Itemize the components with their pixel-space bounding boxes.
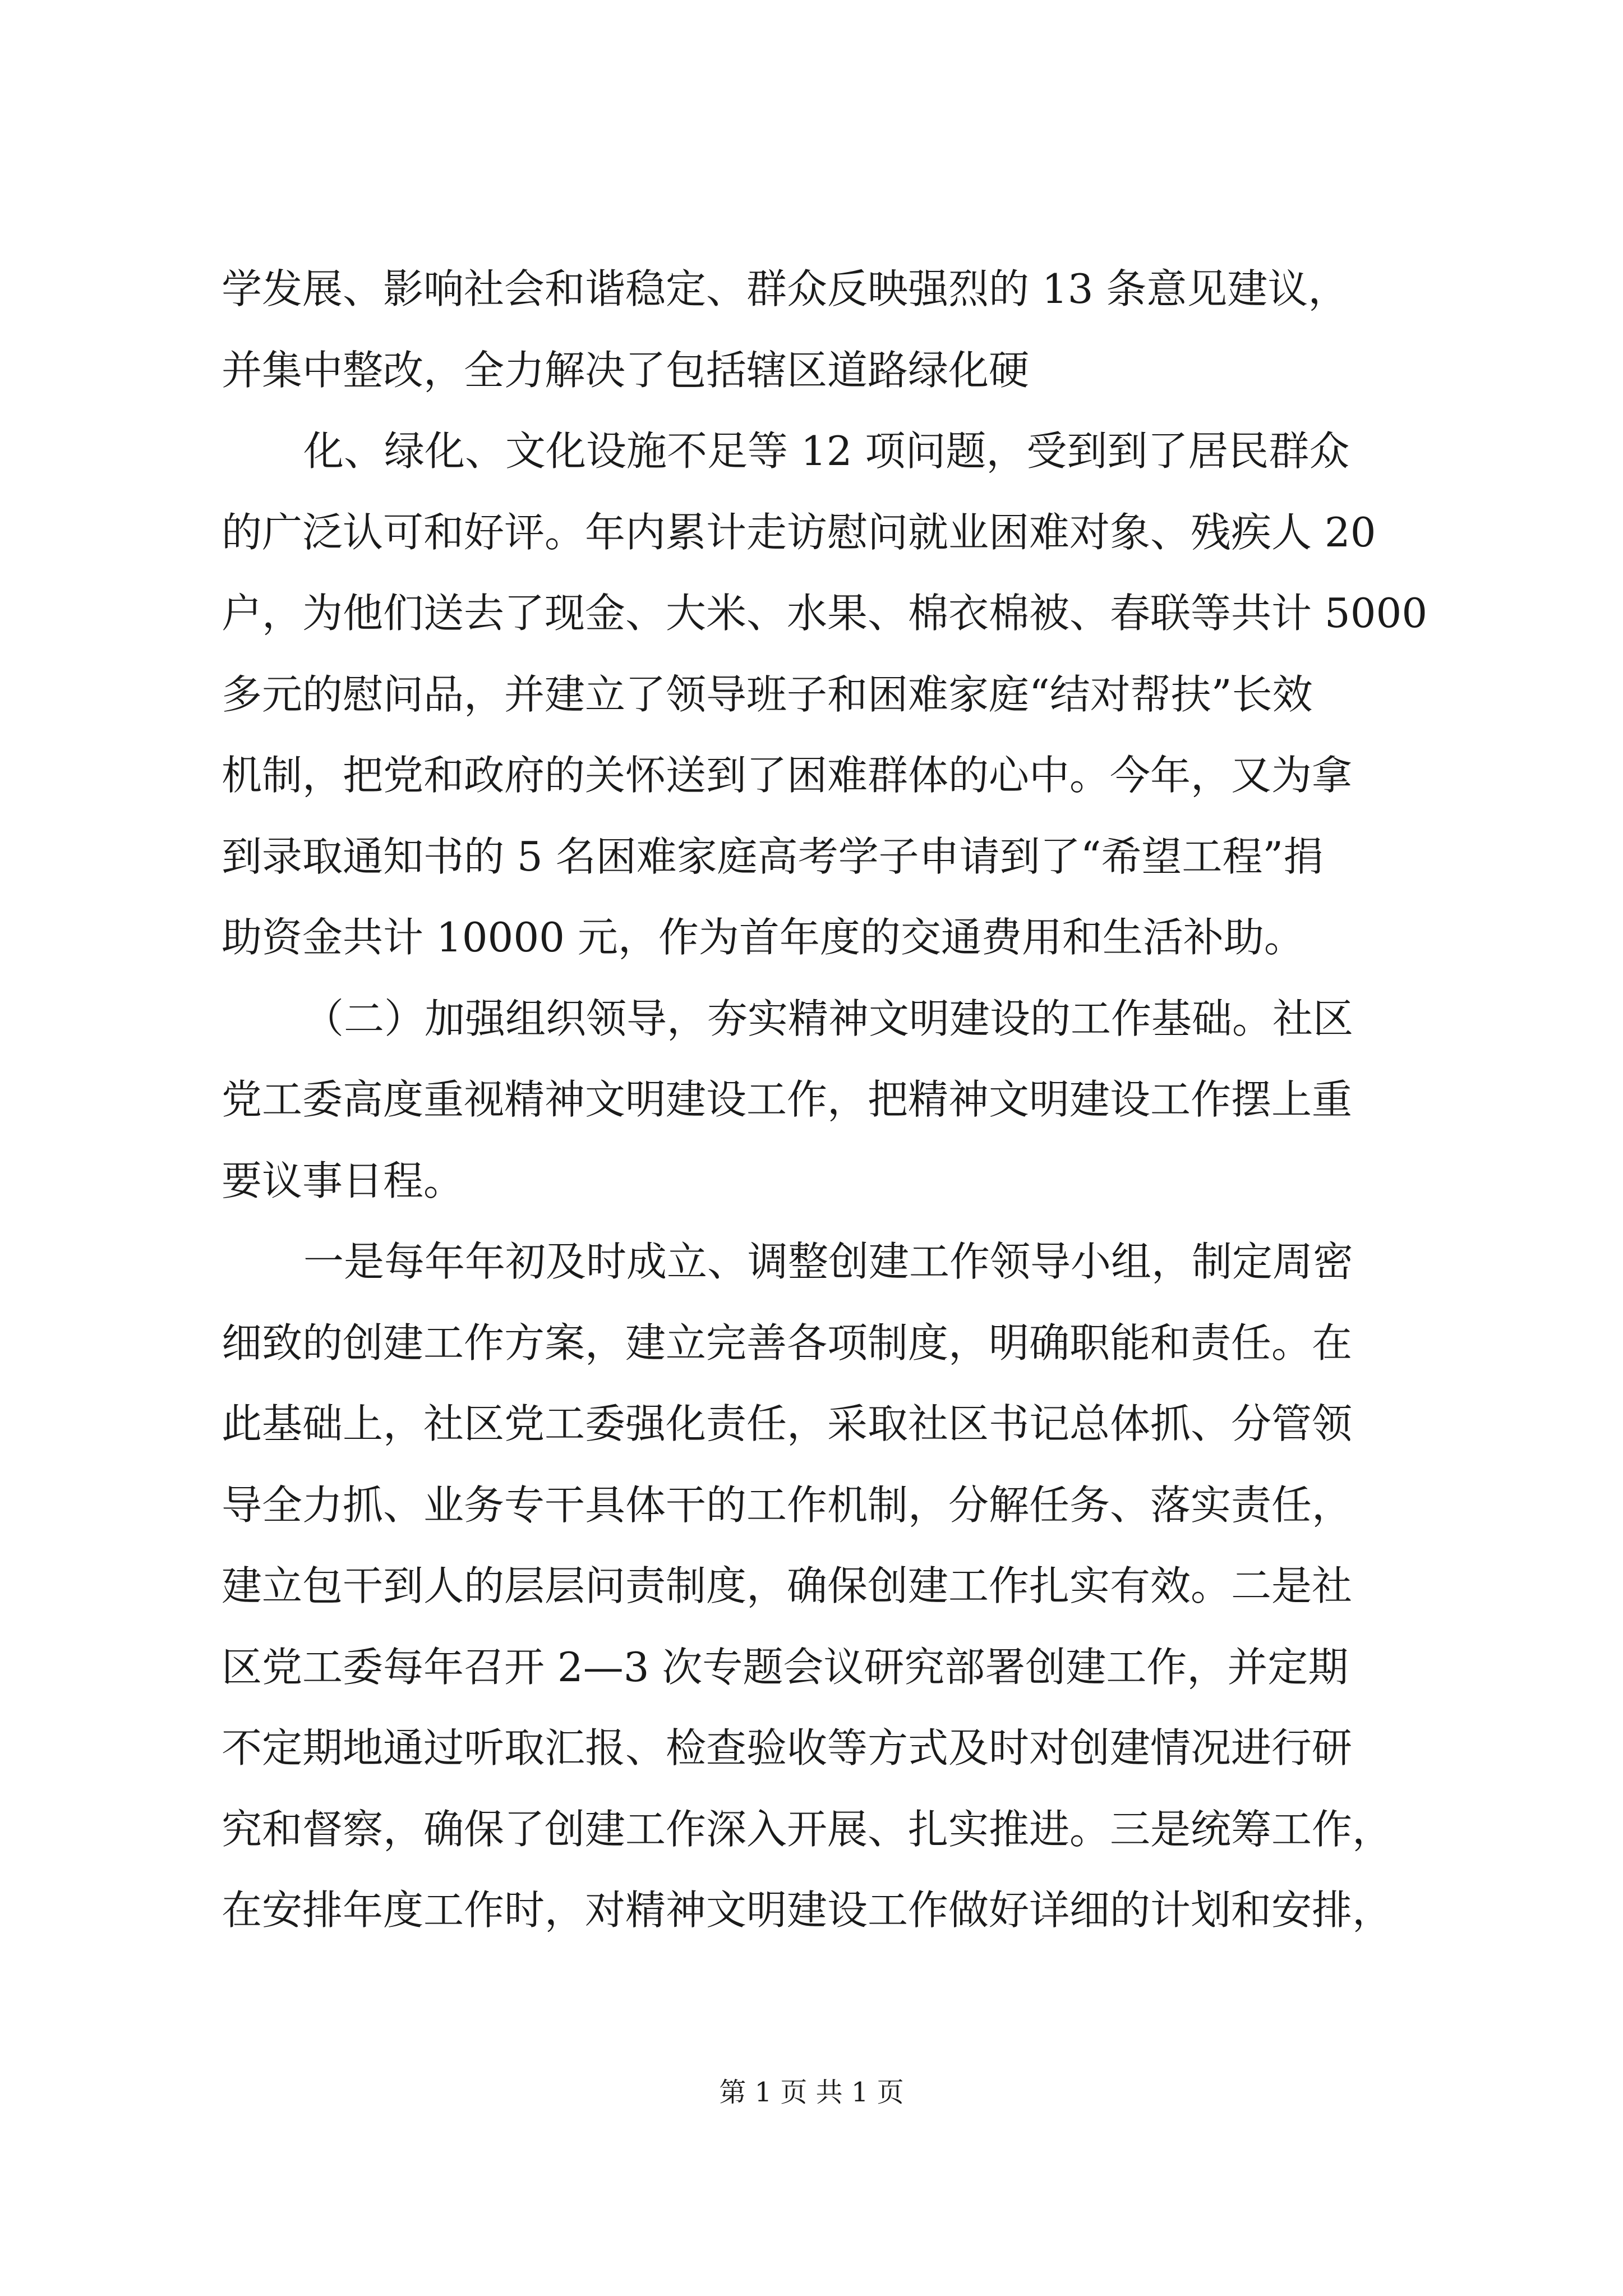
text-line: 导全力抓、业务专干具体干的工作机制，分解任务、落实责任， [222, 1481, 1353, 1529]
text-line: 学发展、影响社会和谐稳定、群众反映强烈的 13 条意见建议， [222, 265, 1349, 312]
text-line: 化、绿化、文化设施不足等 12 项问题，受到到了居民群众 [303, 427, 1350, 475]
text-line: 建立包干到人的层层问责制度，确保创建工作扎实有效。二是社 [222, 1562, 1353, 1609]
text-line: 区党工委每年召开 2—3 次专题会议研究部署创建工作，并定期 [222, 1643, 1349, 1691]
text-line: 细致的创建工作方案，建立完善各项制度，明确职能和责任。在 [222, 1319, 1353, 1366]
text-line: 党工委高度重视精神文明建设工作，把精神文明建设工作摆上重 [222, 1076, 1353, 1123]
text-line: 的广泛认可和好评。年内累计走访慰问就业困难对象、残疾人 20 [222, 508, 1376, 556]
text-line: （二）加强组织领导，夯实精神文明建设的工作基础。社区 [303, 995, 1354, 1042]
text-line: 并集中整改，全力解决了包括辖区道路绿化硬 [222, 346, 1030, 394]
text-line: 此基础上，社区党工委强化责任，采取社区书记总体抓、分管领 [222, 1400, 1353, 1447]
text-line: 一是每年年初及时成立、调整创建工作领导小组，制定周密 [303, 1238, 1354, 1285]
text-line: 究和督察，确保了创建工作深入开展、扎实推进。三是统筹工作， [222, 1805, 1393, 1853]
text-line: 助资金共计 10000 元，作为首年度的交通费用和生活补助。 [222, 914, 1304, 961]
body-text [222, 249, 1428, 1951]
text-line: 不定期地通过听取汇报、检查验收等方式及时对创建情况进行研 [222, 1724, 1353, 1772]
text-line: 在安排年度工作时，对精神文明建设工作做好详细的计划和安排， [222, 1887, 1393, 1934]
text-line: 要议事日程。 [222, 1157, 464, 1204]
page-footer [0, 2076, 1623, 2109]
page-number: 第 1 页 共 1 页 [719, 2077, 904, 2108]
text-line: 多元的慰问品，并建立了领导班子和困难家庭“结对帮扶”长效 [222, 670, 1313, 718]
text-line: 机制，把党和政府的关怀送到了困难群体的心中。今年，又为拿 [222, 752, 1353, 799]
text-line: 到录取通知书的 5 名困难家庭高考学子申请到了“希望工程”捐 [222, 832, 1324, 880]
text-line: 户，为他们送去了现金、大米、水果、棉衣棉被、春联等共计 5000 [222, 590, 1428, 637]
